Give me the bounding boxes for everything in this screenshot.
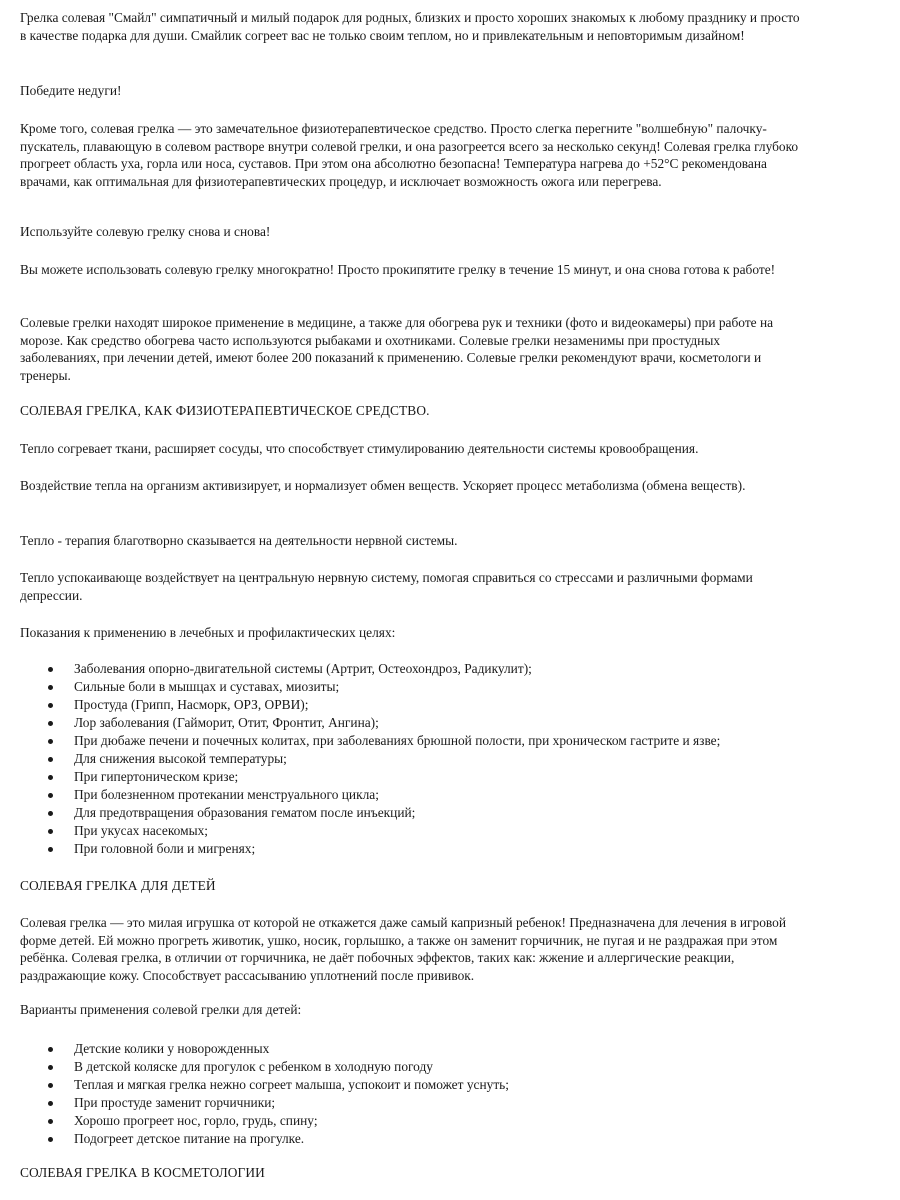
- list-item: При укусах насекомых;: [20, 822, 880, 840]
- heading-cosmetology: СОЛЕВАЯ ГРЕЛКА В КОСМЕТОЛОГИИ: [20, 1165, 265, 1180]
- warm-tissue-line: Тепло согревает ткани, расширяет сосуды, что способствует стимулированию деятельности системы кровообращения.: [20, 441, 699, 456]
- intro-paragraph: Грелка солевая "Смайл" симпатичный и милый подарок для родных, близких и просто хороших знакомых к любому празднику и просто в качестве подарка для души. Смайлик согреет вас не только своим теплом, но и привлекательным и неповторимым дизайном!: [20, 10, 800, 43]
- kids-list: [20, 1040, 880, 1148]
- physiotherapy-paragraph: Кроме того, солевая грелка — это замечательное физиотерапевтическое средство. Просто слегка перегните "волшебную" палочку-пускатель, плавающую в солевом растворе внутри солевой грелки, и она разогреется всего за несколько секунд! Солевая грелка глубоко прогреет область уха, горла или носа, суставов. При этом она абсолютно безопасна! Температура нагрева до +52°С рекомендована врачами, как оптимальная для физиотерапевтических процедур, и исключает возможность ожога или перегрева.: [20, 121, 799, 189]
- list-item: При простуде заменит горчичники;: [20, 1094, 880, 1112]
- list-item: Простуда (Грипп, Насморк, ОРЗ, ОРВИ);: [20, 696, 880, 714]
- boil-paragraph: Вы можете использовать солевую грелку многократно! Просто прокипятите грелку в течение 15 минут, и она снова готова к работе!: [20, 262, 776, 277]
- defeat-illness-line: Победите недуги!: [20, 83, 122, 98]
- nervous-system-line: Тепло - терапия благотворно сказывается на деятельности нервной системы.: [20, 533, 458, 548]
- heading-physiotherapy: СОЛЕВАЯ ГРЕЛКА, КАК ФИЗИОТЕРАПЕВТИЧЕСКОЕ СРЕДСТВО.: [20, 403, 430, 418]
- indications-list: [20, 660, 880, 858]
- list-item: При болезненном протекании менструального цикла;: [20, 786, 880, 804]
- list-item: Сильные боли в мышцах и суставах, миозиты;: [20, 678, 880, 696]
- calming-paragraph: Тепло успокаивающе воздействует на центральную нервную систему, помогая справиться со стрессами и различными формами депрессии.: [20, 570, 753, 603]
- list-item: Лор заболевания (Гайморит, Отит, Фронтит, Ангина);: [20, 714, 880, 732]
- list-item: Теплая и мягкая грелка нежно согреет малыша, успокоит и поможет уснуть;: [20, 1076, 880, 1094]
- usage-paragraph: Солевые грелки находят широкое применение в медицине, а также для обогрева рук и техники (фото и видеокамеры) при работе на морозе. Как средство обогрева часто используются рыбаками и охотниками. Солевые грелки незаменимы при простудных заболеваниях, при лечении детей, имеют более 200 показаний к применению. Солевые грелки рекомендуют врачи, косметологи и тренеры.: [20, 315, 774, 383]
- list-item: Заболевания опорно-двигательной системы (Артрит, Остеохондроз, Радикулит);: [20, 660, 880, 678]
- list-item: В детской коляске для прогулок с ребенком в холодную погоду: [20, 1058, 880, 1076]
- list-item: Для снижения высокой температуры;: [20, 750, 880, 768]
- indications-intro: Показания к применению в лечебных и профилактических целях:: [20, 625, 396, 640]
- list-item: Для предотвращения образования гематом после инъекций;: [20, 804, 880, 822]
- kids-variants-intro: Варианты применения солевой грелки для детей:: [20, 1002, 302, 1017]
- list-item: При гипертоническом кризе;: [20, 768, 880, 786]
- list-item: При дюбаже печени и почечных колитах, при заболеваниях брюшной полости, при хроническом гастрите и язве;: [20, 732, 880, 750]
- kids-paragraph: Солевая грелка — это милая игрушка от которой не откажется даже самый капризный ребенок! Предназначена для лечения в игровой форме детей. Ей можно прогреть животик, ушко, носик, горлышко, а также он заменит горчичник, не пугая и не раздражая при этом ребёнка. Солевая грелка, в отличии от горчичника, не даёт побочных эффектов, таких как: жжение и аллергические реакции, раздражающие кожу. Способствует рассасыванию уплотнений после прививок.: [20, 915, 787, 983]
- heading-kids: СОЛЕВАЯ ГРЕЛКА ДЛЯ ДЕТЕЙ: [20, 878, 216, 893]
- list-item: Детские колики у новорожденных: [20, 1040, 880, 1058]
- reuse-line: Используйте солевую грелку снова и снова!: [20, 224, 271, 239]
- list-item: Подогреет детское питание на прогулке.: [20, 1130, 880, 1148]
- metabolism-paragraph: Воздействие тепла на организм активизирует, и нормализует обмен веществ. Ускоряет процесс метаболизма (обмена веществ).: [20, 478, 746, 493]
- list-item: Хорошо прогреет нос, горло, грудь, спину;: [20, 1112, 880, 1130]
- list-item: При головной боли и мигренях;: [20, 840, 880, 858]
